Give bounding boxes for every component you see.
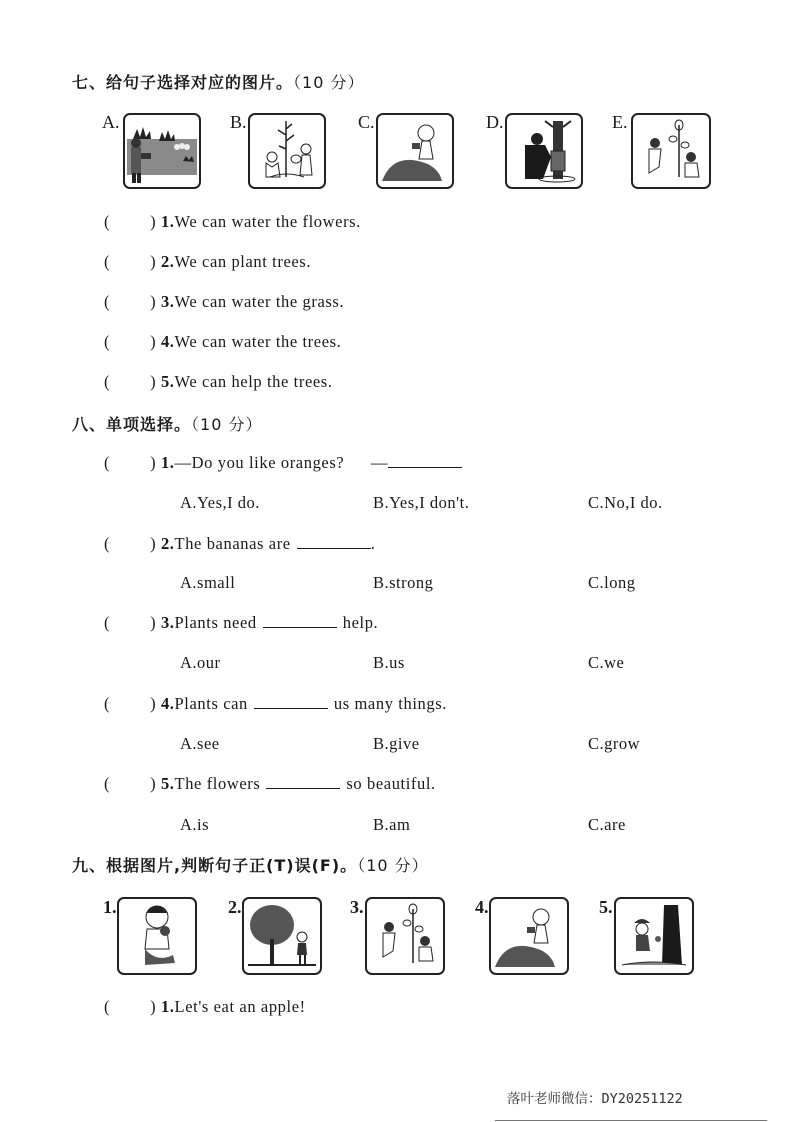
question-number: 4. (160, 332, 175, 351)
matching-question-4 (104, 332, 341, 352)
question-text-before: Plants need (174, 613, 257, 632)
question-text-after: . (370, 534, 376, 553)
choice-question-3 (104, 613, 378, 633)
children-planting-tree-illustration (248, 113, 326, 189)
question-number: 5. (160, 372, 175, 391)
fill-blank[interactable] (254, 696, 328, 709)
answer-paren-open: ( (104, 292, 111, 311)
option-b[interactable]: B.give (373, 734, 420, 753)
question-text: —Do you like oranges? (174, 453, 345, 472)
fill-blank[interactable] (388, 455, 462, 468)
answer-paren-open: ( (104, 997, 111, 1016)
answer-paren-open: ( (104, 774, 111, 793)
matching-question-1 (104, 212, 361, 232)
answer-paren-open: ( (104, 453, 111, 472)
answer-paren-close: ) (150, 212, 157, 231)
picture-label-5: 5. (599, 897, 613, 917)
option-a[interactable]: A.Yes,I do. (180, 493, 260, 512)
footer-divider (495, 1120, 767, 1121)
girl-watering-grass-illustration (376, 113, 454, 189)
option-c[interactable]: C.No,I do. (588, 493, 663, 512)
answer-paren-close: ) (150, 332, 157, 351)
fill-blank[interactable] (263, 615, 337, 628)
question-number: 3. (160, 613, 175, 632)
boy-watering-flowers-illustration (123, 113, 201, 189)
answer-paren-open: ( (104, 372, 111, 391)
answer-paren-open: ( (104, 332, 111, 351)
choice-question-2 (104, 534, 375, 554)
section-9-heading (72, 853, 429, 876)
fill-blank[interactable] (297, 536, 371, 549)
fill-blank[interactable] (266, 776, 340, 789)
picture-label-d: D. (486, 112, 504, 132)
option-c[interactable]: C.we (588, 653, 625, 672)
boy-by-tree-trunk-illustration (614, 897, 694, 975)
matching-question-2 (104, 252, 311, 272)
answer-paren-close: ) (150, 372, 157, 391)
question-text-before: The flowers (174, 774, 261, 793)
question-number: 2. (160, 252, 175, 271)
question-text: Let's eat an apple! (174, 997, 306, 1016)
option-a[interactable]: A.is (180, 815, 210, 834)
option-c[interactable]: C.are (588, 815, 626, 834)
answer-paren-close: ) (150, 453, 157, 472)
section-7-title: 七、给句子选择对应的图片。 (72, 73, 294, 92)
answer-paren-close: ) (150, 534, 157, 553)
question-number: 3. (160, 292, 175, 311)
question-text: We can plant trees. (174, 252, 312, 271)
dash: — (371, 453, 389, 472)
option-c[interactable]: C.grow (588, 734, 641, 753)
answer-paren-open: ( (104, 252, 111, 271)
question-text-after: help. (342, 613, 379, 632)
section-8-heading (72, 412, 262, 435)
section-7-heading (72, 70, 364, 93)
section-9-title: 九、根据图片,判断句子正(T)误(F)。 (72, 856, 358, 875)
answer-paren-open: ( (104, 212, 111, 231)
question-text: We can help the trees. (174, 372, 333, 391)
picture-label-a: A. (102, 112, 120, 132)
question-text: We can water the trees. (174, 332, 342, 351)
true-false-question-1 (104, 997, 306, 1017)
man-wrapping-tree-illustration (505, 113, 583, 189)
option-b[interactable]: B.Yes,I don't. (373, 493, 470, 512)
question-text: We can water the flowers. (174, 212, 361, 231)
choice-question-5 (104, 774, 436, 794)
picture-label-2: 2. (228, 897, 242, 917)
question-number: 1. (160, 212, 175, 231)
boy-under-apple-tree-illustration (242, 897, 322, 975)
answer-paren-close: ) (150, 997, 157, 1016)
picture-label-e: E. (612, 112, 628, 132)
section-8-title: 八、单项选择。 (72, 415, 192, 434)
picture-label-b: B. (230, 112, 247, 132)
girl-watering-grass-illustration (489, 897, 569, 975)
option-b[interactable]: B.strong (373, 573, 434, 592)
children-watering-sapling-illustration (365, 897, 445, 975)
option-b[interactable]: B.us (373, 653, 405, 672)
picture-label-4: 4. (475, 897, 489, 917)
question-text-before: The bananas are (174, 534, 291, 553)
answer-paren-open: ( (104, 613, 111, 632)
question-text-after: us many things. (333, 694, 447, 713)
matching-question-5 (104, 372, 333, 392)
answer-paren-close: ) (150, 292, 157, 311)
option-a[interactable]: A.small (180, 573, 236, 592)
footer-watermark: 落叶老师微信：DY20251122 (507, 1091, 683, 1107)
question-number: 1. (160, 997, 175, 1016)
answer-paren-close: ) (150, 774, 157, 793)
picture-label-1: 1. (103, 897, 117, 917)
option-a[interactable]: A.our (180, 653, 221, 672)
children-watering-sapling-illustration (631, 113, 711, 189)
answer-paren-close: ) (150, 252, 157, 271)
question-number: 5. (160, 774, 175, 793)
option-b[interactable]: B.am (373, 815, 411, 834)
option-c[interactable]: C.long (588, 573, 636, 592)
answer-paren-open: ( (104, 534, 111, 553)
choice-question-4 (104, 694, 447, 714)
question-text: We can water the grass. (174, 292, 345, 311)
boy-eating-apple-illustration (117, 897, 197, 975)
choice-question-1 (104, 453, 468, 473)
question-text-after: so beautiful. (346, 774, 436, 793)
answer-paren-close: ) (150, 694, 157, 713)
option-a[interactable]: A.see (180, 734, 220, 753)
question-number: 4. (160, 694, 175, 713)
answer-paren-open: ( (104, 694, 111, 713)
picture-label-c: C. (358, 112, 375, 132)
section-7-points: （10 分） (293, 73, 365, 92)
question-number: 2. (160, 534, 175, 553)
matching-question-3 (104, 292, 344, 312)
answer-paren-close: ) (150, 613, 157, 632)
question-number: 1. (160, 453, 175, 472)
section-9-points: （10 分） (357, 856, 429, 875)
question-text-before: Plants can (174, 694, 248, 713)
section-8-points: （10 分） (191, 415, 263, 434)
picture-label-3: 3. (350, 897, 364, 917)
